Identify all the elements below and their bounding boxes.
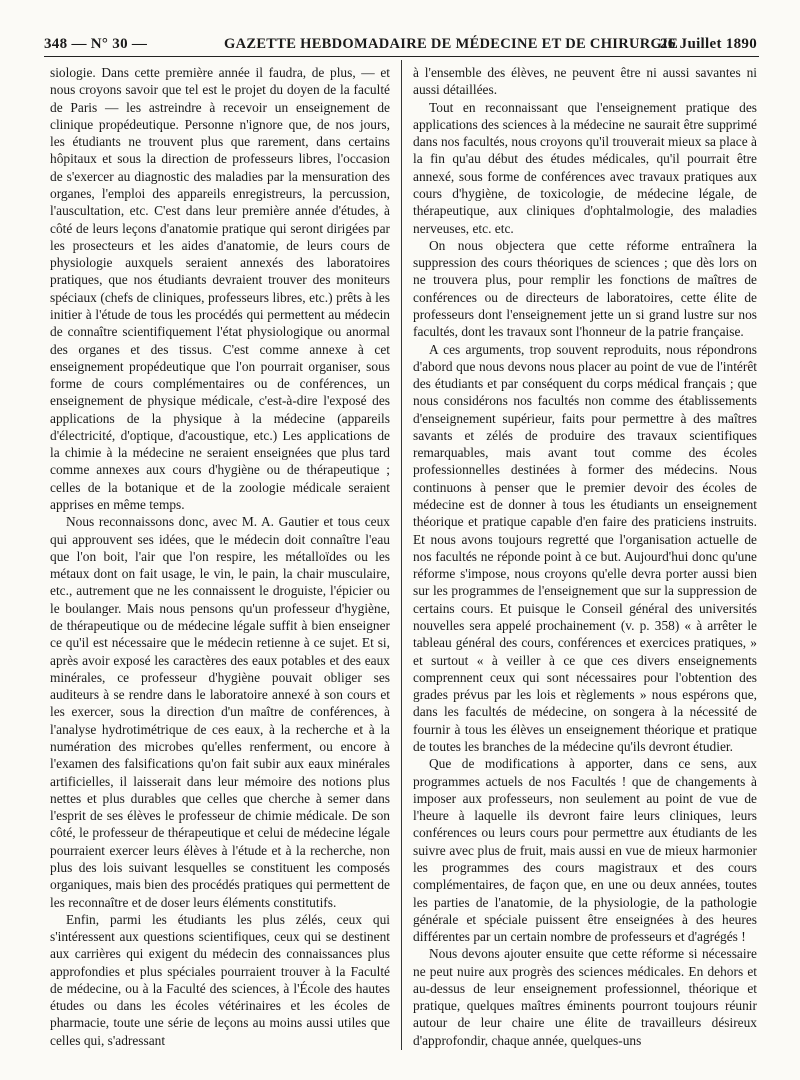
column-divider	[401, 60, 402, 1050]
running-header	[44, 34, 759, 57]
page-number: 348 — N° 30 —	[44, 36, 148, 52]
paragraph: Nous devons ajouter ensuite que cette réforme si nécessaire ne peut nuire aux progrès des sciences médicales. En dehors et au-dessus de leur enseignement professionnel, théorique et pratique, quelques maîtres éminents pourront toujours réunir autour de leur chaire une élite de travailleurs désireux d'approfondir, chaque année, quelques-uns	[413, 946, 757, 1048]
paragraph: Tout en reconnaissant que l'enseignement pratique des applications des sciences à la médecine ne saurait être supprimé dans nos facultés, nous croyons qu'il trouverait mieux sa place à la fin qu'au début des études médicales, qu'il pourrait être annexé, sous forme de conférences avec travaux pratiques aux cours d'hygiène, de toxicologie, de médecine légale, de thérapeutique, aux cliniques d'ophtalmologie, des maladies nerveuses, etc. etc.	[413, 99, 757, 236]
paragraph: On nous objectera que cette réforme entraînera la suppression des cours théoriques de sciences ; que dès lors on ne trouvera plus, pour remplir les fonctions de maîtres de conférences ou de directeurs de laboratoires, cette élite de professeurs dont l'enseignement jette un si grand lustre sur nos facultés, dont les travaux sont l'honneur de la patrie française.	[413, 237, 757, 340]
paragraph: A ces arguments, trop souvent reproduits, nous répondrons d'abord que nous devons nous placer au point de vue de l'intérêt des étudiants et par conséquent du corps médical français ; que nous considérons nos facultés non comme des établissements d'enseignement supérieur, faits pour permettre à des maîtres savants et zélés de produire des travaux scientifiques remarquables, mais avant tout comme des écoles professionnelles destinées à former des médecins. Nous continuons à penser que le premier devoir des écoles de médecine est de donner à tous les étudiants un enseignement théorique et pratique capable d'en faire des praticiens instruits. Et nous avons toujours regretté que l'organisation actuelle de nos facultés ne réponde point à ce but. Aujourd'hui donc qu'une réforme s'impose, nous croyons qu'elle devra porter aussi bien sur les programmes de l'enseignement que sur la suppression de certains cours. Et puisque le Conseil général des universités nouvelles sera appelé prochainement (v. p. 358) « à arrêter le tableau général des cours, conférences et exercices pratiques, » et surtout « à veiller à ce que ces divers enseignements comprennent ceux qui sont nécessaires pour l'obtention des grades prévus par les lois et règlements » nous espérons que, dans les facultés de médecine, on songera à la nécessité de fournir à tous les élèves un enseignement théorique et pratique de toutes les branches de la médecine qu'ils devront étudier.	[413, 341, 757, 754]
paragraph: Nous reconnaissons donc, avec M. A. Gautier et tous ceux qui approuvent ses idées, que le médecin doit connaître l'eau que l'on boit, l'air que l'on respire, les métalloïdes ou les métaux dont on fait usage, le vin, le pain, la chair musculaire, etc., autrement que ne les connaissent le droguiste, l'épicier ou le boulanger. Mais nous pensons qu'un professeur d'hygiène, de thérapeutique ou de médecine légale suffit à bien enseigner ce qu'il est nécessaire que le médecin retienne à ce sujet. Et si, après avoir exposé les caractères des eaux potables et des eaux minérales, ce professeur d'hygiène pouvait obliger ses auditeurs à se rendre dans le laboratoire annexé à son cours et les exercer, sous la direction d'un maître de conférences, à l'analyse hydrotimétrique de ces eaux, à la recherche et à la numération des microbes qu'elles renferment, ou encore à l'examen des falsifications qu'on fait subir aux eaux minérales artificielles, il laisserait dans leur mémoire des notions plus nettes et plus durables que celles que cherche à semer dans l'esprit de ses élèves le professeur de chimie médicale. De son côté, le professeur de thérapeutique et celui de médecine légale pourraient exercer leurs élèves à l'étude et à la recherche, non plus des lois suivant lesquelles se constituent les composés organiques, mais bien des procédés pratiques qui permettent de les reconnaître et de doser leurs éléments constitutifs.	[50, 514, 390, 910]
left-column	[50, 64, 390, 1064]
paragraph: siologie. Dans cette première année il faudra, de plus, — et nous croyons savoir que tel est le projet du doyen de la faculté de Paris — les astreindre à recevoir un enseignement de clinique propédeutique. Personne n'ignore que, de nos jours, les étudiants ne trouvent plus que rarement, dans certains hôpitaux et sous la direction de professeurs libres, l'occasion de s'exercer au diagnostic des maladies par la mensuration des organes, l'emploi des appareils enregistreurs, la percussion, l'auscultation, etc. C'est dans leur première année d'études, à côté de leurs leçons d'anatomie pratique qui seront dirigées par les prosecteurs et les aides d'anatomie, de leurs cours de physiologie auxquels seraient annexés des laboratoires pratiques, que nos étudiants devraient trouver des moniteurs spéciaux (chefs de cliniques, professeurs libres, etc.) prêts à les initier à l'étude de tous les procédés qui permettent au médecin de connaître scientifiquement l'état physiologique ou anormal des organes et des tissus. C'est comme annexe à cet enseignement propédeutique que l'on pourrait organiser, sous forme de cours complémentaires ou de conférences, un enseignement de physique médicale, c'est-à-dire l'exposé des applications de la physique à la médecine (appareils d'électricité, d'optique, d'acoustique, etc.) Les applications de la chimie à la médecine ne seraient enseignées que plus tard comme annexes aux cours d'hygiène ou de thérapeutique ; celles de la botanique et de la zoologie médicale seraient apprises en même temps.	[50, 65, 390, 513]
paragraph: Enfin, parmi les étudiants les plus zélés, ceux qui s'intéressent aux questions scientifiques, ceux qui se destinent aux carrières qui exigent du médecin des connaissances plus approfondies et plus spéciales pourraient trouver à la Faculté de médecine, ou à la Faculté des sciences, à l'École des hautes études ou dans les écoles vétérinaires et les écoles de pharmacie, toute une série de leçons au moins aussi utiles que celles qui, s'adressant	[50, 911, 390, 1048]
right-column	[413, 64, 757, 1064]
paragraph: Que de modifications à apporter, dans ce sens, aux programmes actuels de nos Facultés ! que de changements à imposer aux professeurs, non seulement au point de vue de l'heure à laquelle ils devront faire leurs cliniques, leurs conférences ou leurs cours pour permettre aux étudiants de les suivre avec plus de fruit, mais aussi en vue de mieux harmonier les programmes des cours magistraux et des cours complémentaires, de façon que, en une ou deux années, toutes les parties de l'anatomie, de la physiologie, de la pathologie générale et spéciale puissent être enseignées à des heures différentes par un certain nombre de professeurs et d'agrégés !	[413, 756, 757, 945]
paragraph: à l'ensemble des élèves, ne peuvent être ni aussi savantes ni aussi détaillées.	[413, 65, 757, 98]
issue-date: 26 Juillet 1890	[660, 36, 757, 52]
journal-title: GAZETTE HEBDOMADAIRE DE MÉDECINE ET DE CHIRURGIE	[224, 36, 679, 52]
